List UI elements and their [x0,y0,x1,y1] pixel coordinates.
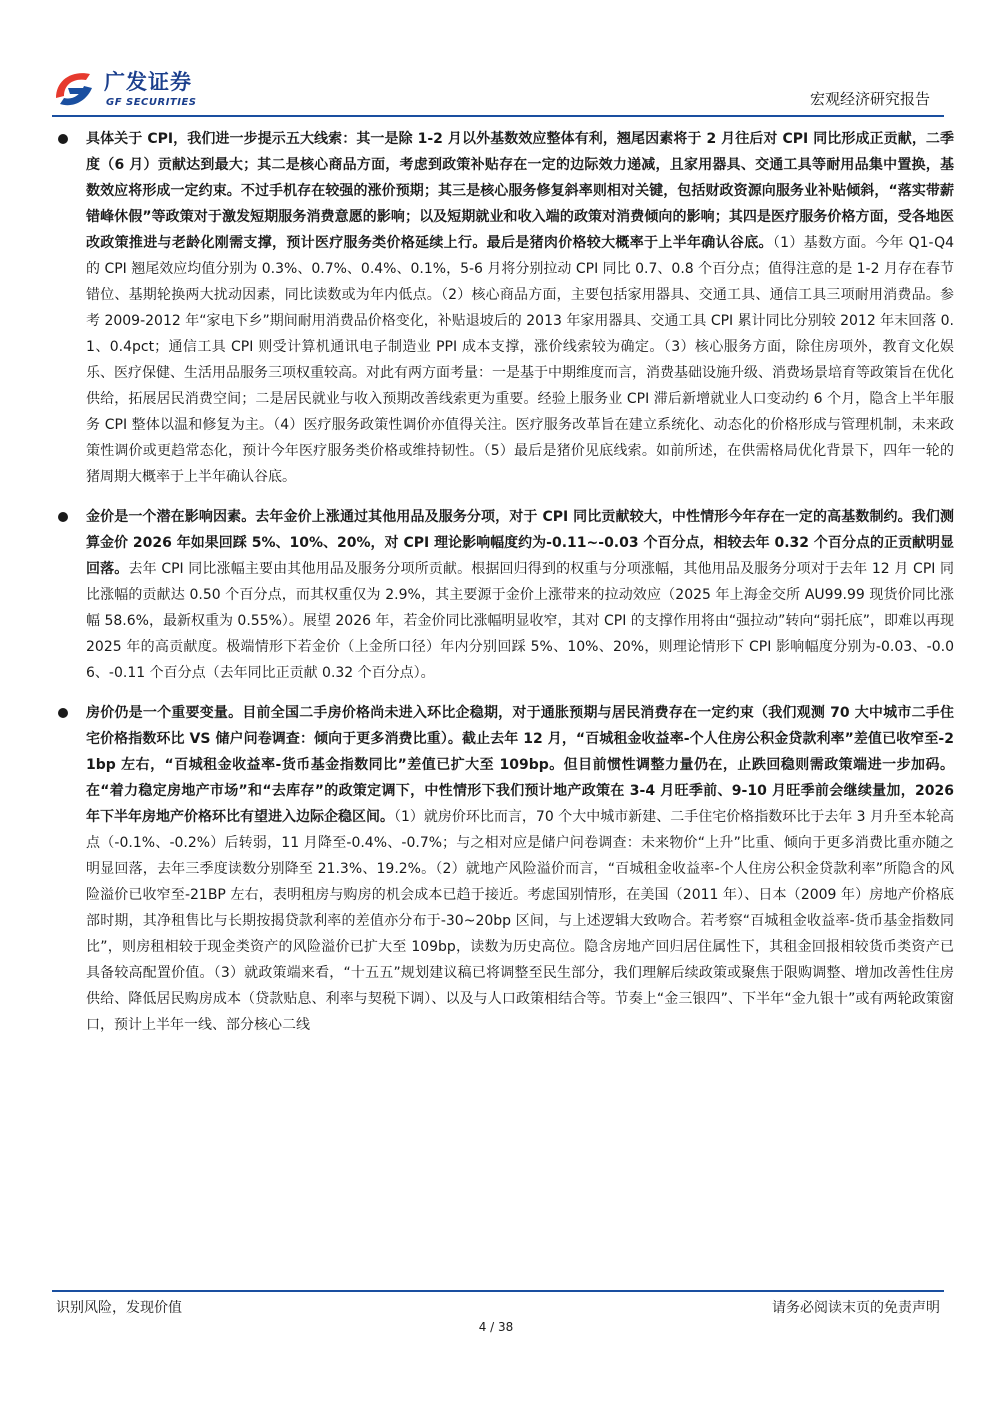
paragraph-cpi-clues [58,126,954,490]
paragraph-lead: 具体关于 CPI，我们进一步提示五大线索：其一是除 1-2 月以外基数效应整体有利，翘尾因素将于 2 月往后对 CPI 同比形成正贡献，二季度（6 月）贡献达到最大；其二是核心商品方面，考虑到政策补贴存在一定的边际效力递减，且家用器具、交通工具等耐用品集中置换，基数效应将形成一定约束。不过手机存在较强的涨价预期；其三是核心服务修复斜率则相对关键，包括财政资源向服务业补贴倾斜，“落实带薪错峰休假”等政策对于激发短期服务消费意愿的影响；以及短期就业和收入端的政策对消费倾向的影响；其四是医疗服务价格方面，受各地医改政策推进与老龄化刚需支撑，预计医疗服务类价格延续上行。最后是猪肉价格较大概率于上半年确认谷底。 [86,131,954,251]
paragraph-text [86,700,954,1038]
bullet-icon [58,134,68,144]
paragraph-body: （1）基数方面。今年 Q1-Q4 的 CPI 翘尾效应均值分别为 0.3%、0.7%、0.4%、0.1%，5-6 月将分别拉动 CPI 同比 0.7、0.8 个百分点；值得注意的是 1-2 月存在春节错位、基期轮换两大扰动因素，同比读数或为年内低点。（2）核心商品方面，主要包括家用器具、交通工具、通信工具三项耐用消费品。参考 2009-2012 年“家电下乡”期间耐用消费品价格变化，补贴退坡后的 2013 年家用器具、交通工具 CPI 累计同比分别较 2012 年末回落 0.1、0.4pct；通信工具 CPI 则受计算机通讯电子制造业 PPI 成本支撑，涨价线索较为确定。（3）核心服务方面，除住房项外，教育文化娱乐、医疗保健、生活用品服务三项权重较高。对此有两方面考量：一是基于中期维度而言，消费基础设施升级、消费场景培育等政策旨在优化供给，拓展居民消费空间；二是居民就业与收入预期改善线索更为重要。经验上服务业 CPI 滞后新增就业人口变动约 6 个月，隐含上半年服务 CPI 整体以温和修复为主。（4）医疗服务政策性调价亦值得关注。医疗服务改革旨在建立系统化、动态化的价格形成与管理机制，未来政策性调价或更趋常态化，预计今年医疗服务类价格或维持韧性。（5）最后是猪价见底线索。如前所述，在供需格局优化背景下，四年一轮的猪周期大概率于上半年确认谷底。 [86,235,954,485]
gf-logo-mark-icon [52,68,96,108]
footer-slogan: 识别风险，发现价值 [56,1300,182,1316]
page-number: 4 / 38 [478,1320,514,1334]
paragraph-text [86,126,954,490]
footer-disclaimer-note: 请务必阅读末页的免责声明 [772,1300,940,1316]
footer-divider [52,1290,944,1292]
report-body [58,126,954,1052]
page-header [52,58,942,114]
paragraph-body: （1）就房价环比而言，70 个大中城市新建、二手住宅价格指数环比于去年 3 月升至本轮高点（-0.1%、-0.2%）后转弱，11 月降至-0.4%、-0.7%；与之相对应是储户问卷调查：未来物价“上升”比重、倾向于更多消费比重亦随之明显回落，去年三季度读数分别降至 21.3%、19.2%。（2）就地产风险溢价而言，“百城租金收益率-个人住房公积金贷款利率”所隐含的风险溢价已收窄至-21BP 左右，表明租房与购房的机会成本已趋于接近。考虑国别情形，在美国（2011 年）、日本（2009 年）房地产价格底部时期，其净租售比与长期按揭贷款利率的差值亦分布于-30~20bp 区间，与上述逻辑大致吻合。若考察“百城租金收益率-货币基金指数同比”，则房租相较于现金类资产的风险溢价已扩大至 109bp，读数为历史高位。隐含房地产回归居住属性下，其租金回报相较货币类资产已具备较高配置价值。（3）就政策端来看，“十五五”规划建议稿已将调整至民生部分，我们理解后续政策或聚焦于限购调整、增加改善性住房供给、降低居民购房成本（贷款贴息、利率与契税下调）、以及与人口政策相结合等。节奏上“金三银四”、下半年“金九银十”或有两轮政策窗口，预计上半年一线、部分核心二线 [86,809,955,1033]
paragraph-lead: 房价仍是一个重要变量。目前全国二手房价格尚未进入环比企稳期，对于通胀预期与居民消费存在一定约束（我们观测 70 大中城市二手住宅价格指数环比 VS 储户问卷调查：倾向于更多消费比重）。截止去年 12 月，“百城租金收益率-个人住房公积金贷款利率”差值已收窄至-21bp 左右，“百城租金收益率-货币基金指数同比”差值已扩大至 109bp。但目前惯性调整力量仍在，止跌回稳则需政策端进一步加码。在“着力稳定房地产市场”和“去库存”的政策定调下，中性情形下我们预计地产政策在 3-4 月旺季前、9-10 月旺季前会继续量加，2026 年下半年房地产价格环比有望进入边际企稳区间。 [86,705,954,825]
bullet-icon [58,512,68,522]
paragraph-gold-price [58,504,954,686]
paragraph-body: 去年 CPI 同比涨幅主要由其他用品及服务分项所贡献。根据回归得到的权重与分项涨幅，其他用品及服务分项对于去年 12 月 CPI 同比涨幅的贡献达 0.50 个百分点，而其权重仅为 2.9%，其主要源于金价上涨带来的拉动效应（2025 年上海金交所 AU99.99 现货价同比涨幅 58.6%，最新权重为 0.55%）。展望 2026 年，若金价同比涨幅明显收窄，其对 CPI 的支撑作用将由“强拉动”转向“弱托底”，即难以再现 2025 年的高贡献度。极端情形下若金价（上金所口径）年内分别回踩 5%、10%、20%，则理论情形下 CPI 影响幅度分别为-0.03、-0.06、-0.11 个百分点（去年同比正贡献 0.32 个百分点）。 [86,561,955,681]
logo-english-name: GF SECURITIES [106,97,197,108]
bullet-icon [58,708,68,718]
paragraph-lead: 金价是一个潜在影响因素。去年金价上涨通过其他用品及服务分项，对于 CPI 同比贡献较大，中性情形今年存在一定的高基数制约。我们测算金价 2026 年如果回踩 5%、10%、20%，对 CPI 理论影响幅度约为-0.11~-0.03 个百分点，相较去年 0.32 个百分点的正贡献明显回落。 [86,509,954,577]
report-type-label: 宏观经济研究报告 [809,90,930,108]
paragraph-housing-price [58,700,954,1038]
gf-securities-logo [52,66,212,114]
paragraph-text [86,504,954,686]
header-divider [52,115,944,117]
logo-chinese-name: 广发证券 [104,70,192,94]
